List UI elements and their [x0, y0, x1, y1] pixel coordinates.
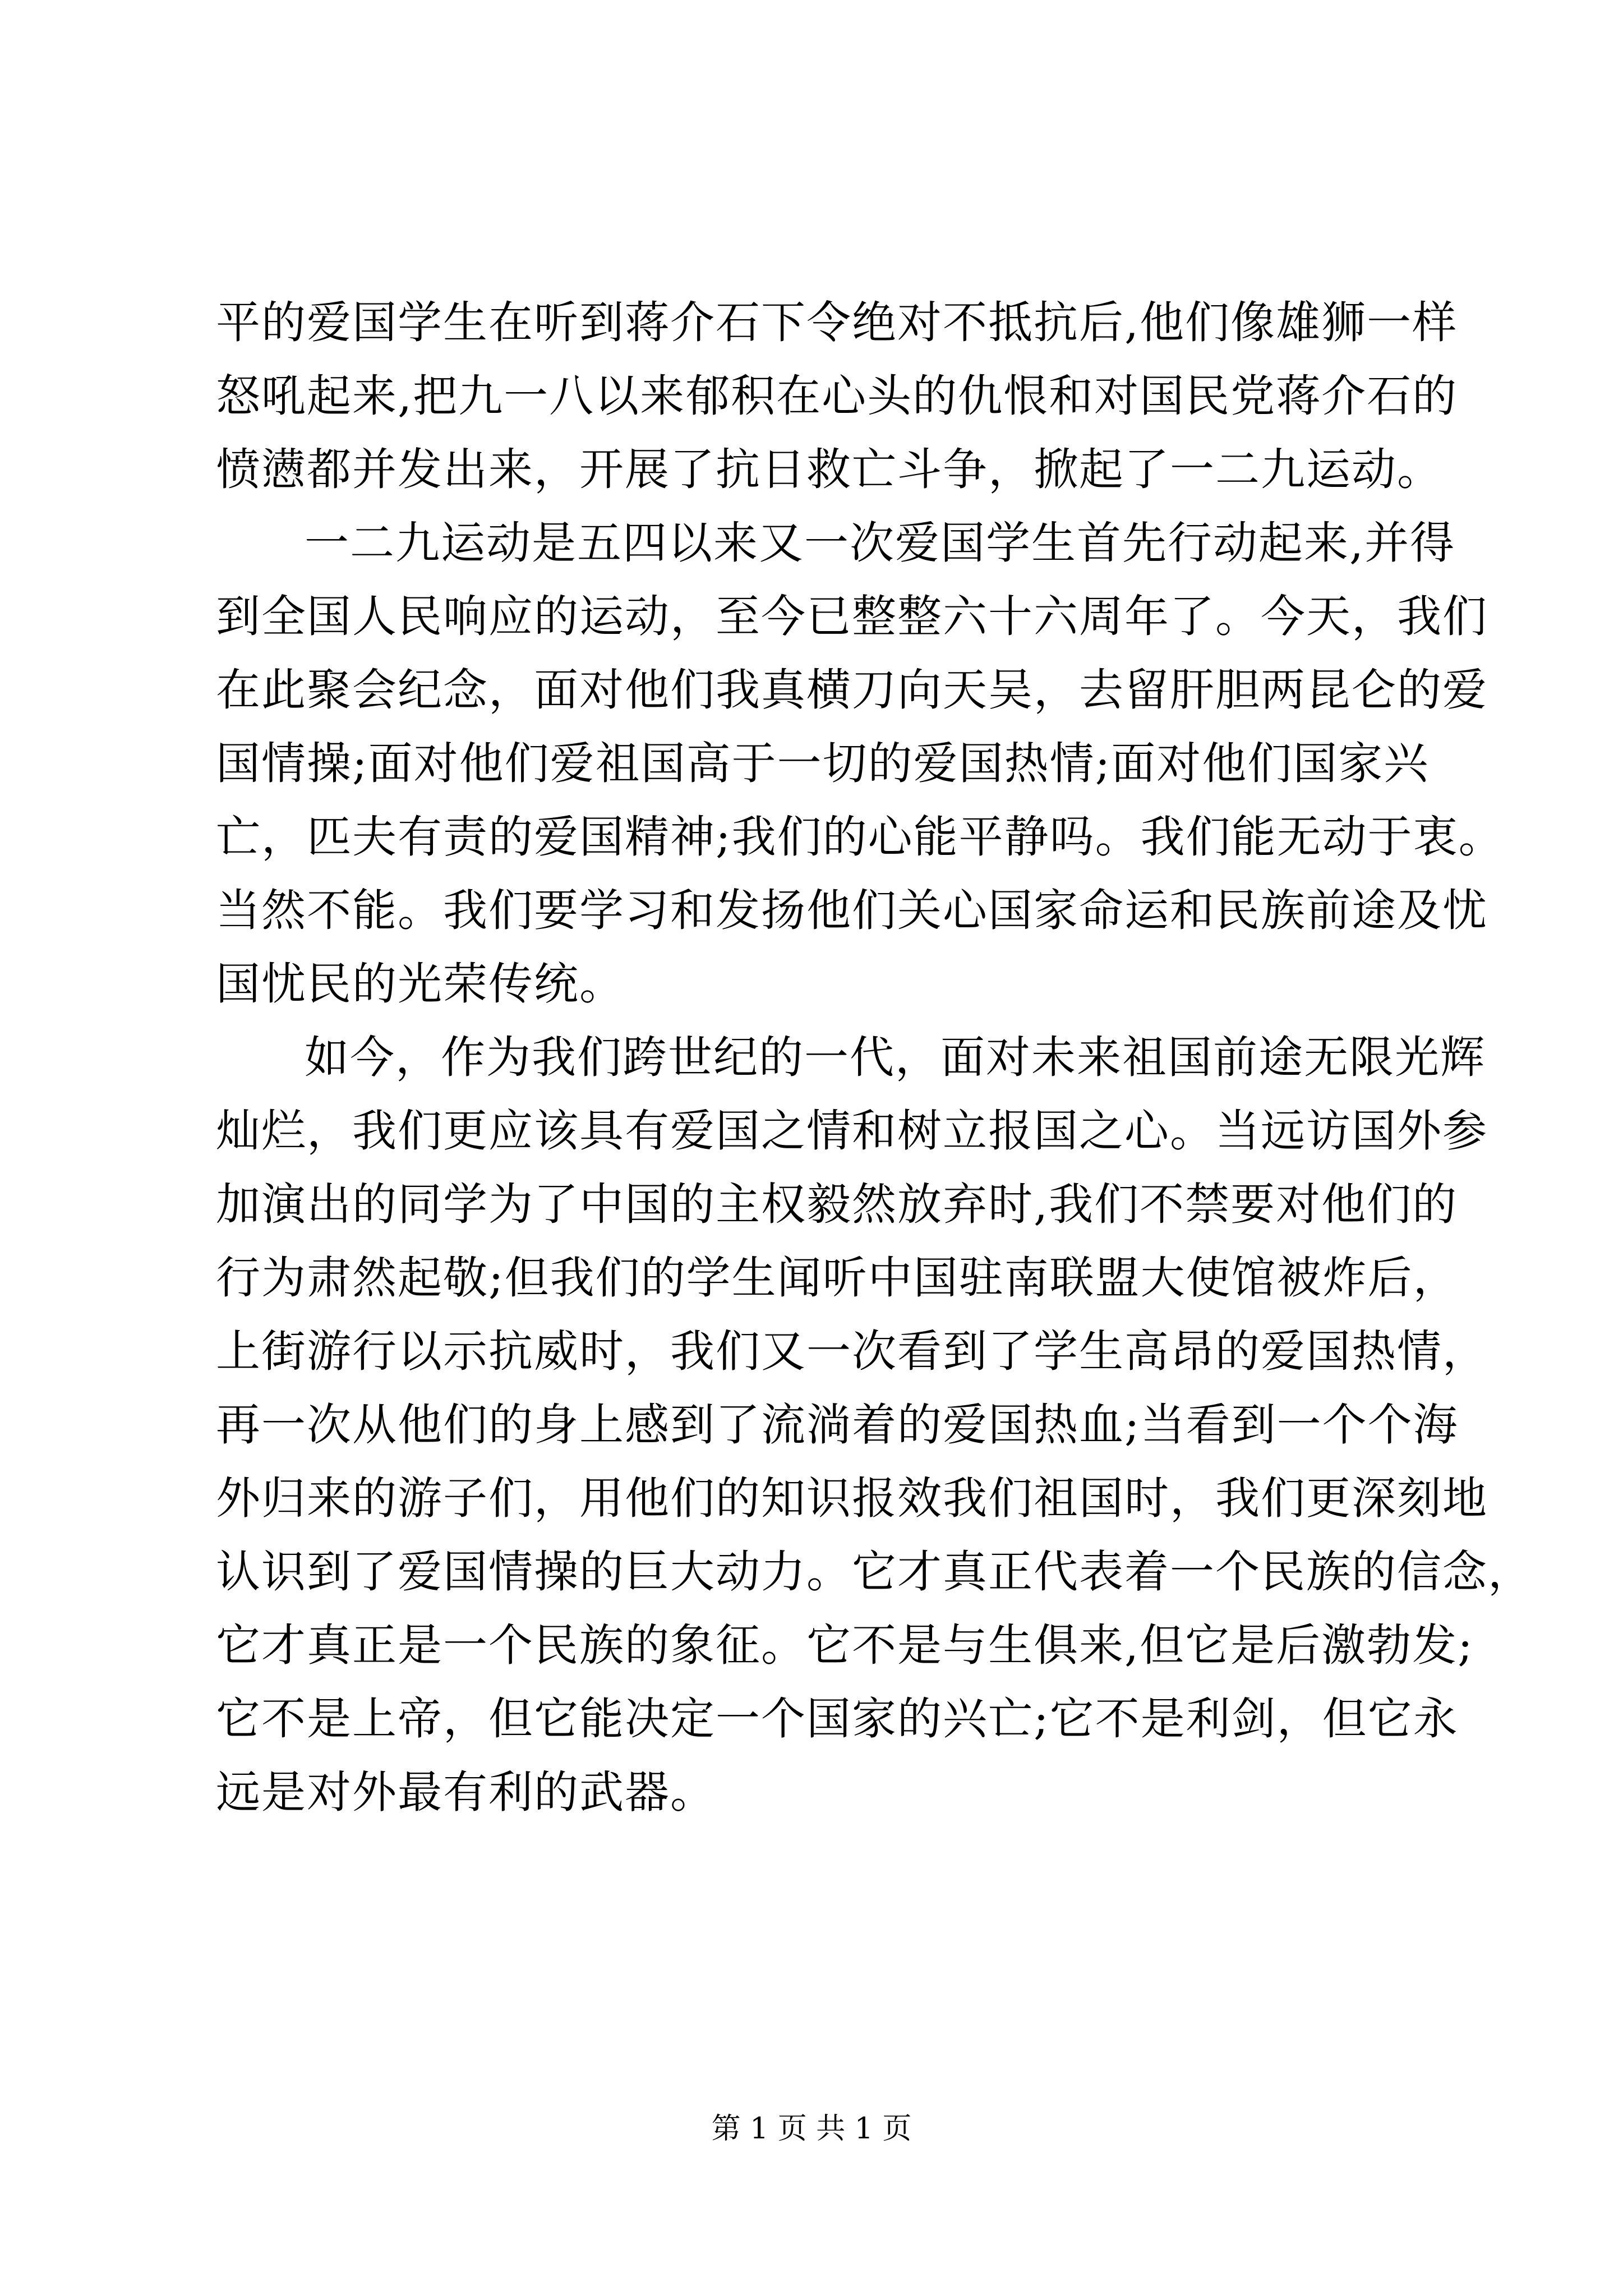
text-line: 亡，匹夫有责的爱国精神;我们的心能平静吗。我们能无动于衷。	[216, 811, 1504, 863]
text-line: 一二九运动是五四以来又一次爱国学生首先行动起来,并得	[305, 517, 1456, 569]
text-line: 认识到了爱国情操的巨大动力。它才真正代表着一个民族的信念，	[216, 1546, 1533, 1598]
text-line: 当然不能。我们要学习和发扬他们关心国家命运和民族前途及忧	[216, 885, 1488, 936]
body-text	[216, 286, 1533, 1829]
text-line: 如今，作为我们跨世纪的一代，面对未来祖国前途无限光辉	[305, 1032, 1486, 1083]
text-line: 怒吼起来,把九一八以来郁积在心头的仇恨和对国民党蒋介石的	[216, 370, 1458, 422]
text-line: 上街游行以示抗威时，我们又一次看到了学生高昂的爱国热情，	[216, 1326, 1488, 1377]
text-line: 愤懑都并发出来，开展了抗日救亡斗争，掀起了一二九运动。	[216, 444, 1442, 495]
paragraph	[216, 1021, 1533, 1829]
text-line: 外归来的游子们，用他们的知识报效我们祖国时，我们更深刻地	[216, 1473, 1488, 1524]
text-line: 它才真正是一个民族的象征。它不是与生俱来,但它是后激勃发;	[216, 1619, 1474, 1671]
text-line: 国忧民的光荣传统。	[216, 958, 625, 1010]
text-line: 在此聚会纪念，面对他们我真横刀向天吴，去留肝胆两昆仑的爱	[216, 664, 1488, 716]
text-line: 行为肃然起敬;但我们的学生闻听中国驻南联盟大使馆被炸后，	[216, 1252, 1459, 1304]
text-line: 远是对外最有利的武器。	[216, 1766, 716, 1818]
text-line: 加演出的同学为了中国的主权毅然放弃时,我们不禁要对他们的	[216, 1179, 1458, 1230]
text-line: 平的爱国学生在听到蒋介石下令绝对不抵抗后,他们像雄狮一样	[216, 297, 1458, 348]
paragraph	[216, 286, 1458, 507]
text-line: 再一次从他们的身上感到了流淌着的爱国热血;当看到一个个海	[216, 1399, 1459, 1451]
text-line: 国情操;面对他们爱祖国高于一切的爱国热情;面对他们国家兴	[216, 738, 1430, 789]
paragraph	[216, 507, 1504, 1021]
text-line: 到全国人民响应的运动，至今已整整六十六周年了。今天，我们	[216, 591, 1488, 642]
text-line: 灿烂，我们更应该具有爱国之情和树立报国之心。当远访国外参	[216, 1105, 1488, 1157]
text-line: 它不是上帝，但它能决定一个国家的兴亡;它不是利剑，但它永	[216, 1693, 1459, 1745]
page-footer: 第 1 页 共 1 页	[711, 2112, 912, 2146]
